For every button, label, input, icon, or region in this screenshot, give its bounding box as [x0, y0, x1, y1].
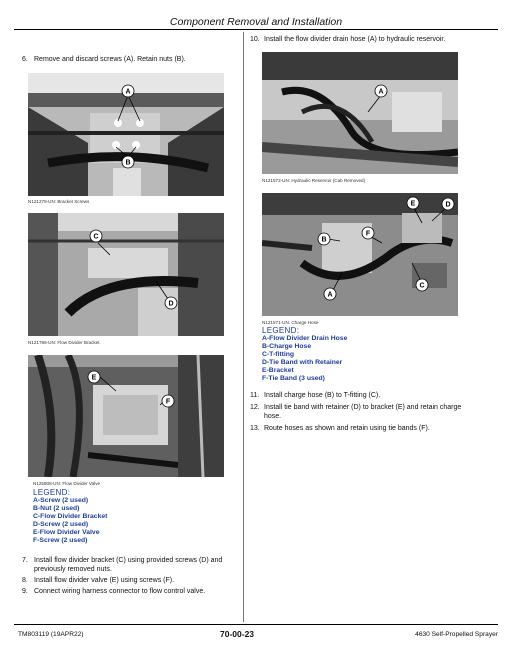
legend-item: F-Tie Band (3 used) — [262, 375, 325, 382]
steps-11-13 — [250, 391, 472, 433]
callout-label: E — [410, 200, 416, 208]
legend-item: E-Bracket — [262, 367, 294, 374]
step-text: Route hoses as shown and retain using tie bands (F). — [264, 425, 430, 432]
footer-doc-id: TM803119 (19APR22) — [18, 631, 84, 638]
callout-label: B — [125, 159, 131, 167]
steps-7-9 — [22, 556, 238, 596]
page-header — [14, 12, 498, 30]
page-footer — [14, 624, 498, 646]
step-6 — [22, 55, 238, 64]
photo-hydraulic-reservoir — [262, 52, 458, 174]
callout-label: D — [445, 201, 451, 209]
legend-item: B-Charge Hose — [262, 343, 312, 350]
legend-item: C-T-fitting — [262, 351, 295, 358]
callout-label: A — [125, 88, 131, 96]
photo-flow-divider-bracket-drawing — [28, 213, 224, 336]
step-number: 9. — [22, 588, 28, 595]
legend-right — [262, 326, 347, 383]
step-text: Install tie band with retainer (D) to bracket (E) and retain charge hose. — [264, 404, 462, 420]
page-title: Component Removal and Installation — [169, 16, 343, 28]
photo-flow-divider-valve — [28, 355, 224, 477]
step-text: Install charge hose (B) to T-fitting (C). — [264, 392, 381, 399]
step-text: Remove and discard screws (A). Retain nuts (B). — [34, 56, 186, 63]
photo-charge-hose-drawing — [262, 193, 458, 316]
legend-item: C-Flow Divider Bracket — [33, 513, 108, 520]
photo-flow-divider-bracket — [28, 213, 224, 336]
legend-item: A-Screw (2 used) — [33, 497, 89, 504]
step-number: 10. — [250, 36, 260, 43]
photo-charge-hose — [262, 193, 458, 316]
callout-label: C — [93, 233, 99, 241]
callout-label: A — [327, 291, 333, 299]
step-text: Install the flow divider drain hose (A) to hydraulic reservoir. — [264, 36, 446, 43]
step-text: Install flow divider bracket (C) using provided screws (D) and previously removed nuts. — [34, 557, 223, 573]
footer-product: 4630 Self-Propelled Sprayer — [415, 631, 498, 638]
callout-label: A — [378, 88, 384, 96]
caption-img4: N121572-UN: Hydraulic Reservoir (Cab Removed) — [262, 178, 366, 183]
legend-item: A-Flow Divider Drain Hose — [262, 335, 348, 342]
legend-item: E-Flow Divider Valve — [33, 529, 100, 536]
footer-page-number: 70-00-23 — [220, 629, 255, 639]
step-10 — [250, 35, 472, 44]
legend-item: D-Screw (2 used) — [33, 521, 89, 528]
legend-item: B-Nut (2 used) — [33, 505, 80, 512]
legend-heading: LEGEND: — [262, 326, 300, 335]
caption-img1: N121278-UN: Bracket Screws — [28, 199, 90, 204]
callout-label: F — [165, 398, 171, 406]
callout-label: D — [168, 300, 174, 308]
photo-bracket-screws-drawing — [28, 73, 224, 196]
caption-img5: N121571-UN: Charge Hose — [262, 320, 319, 325]
caption-img3: N125808-UN: Flow Divider Valve — [33, 481, 101, 486]
callout-label: C — [419, 282, 425, 290]
caption-img2: N121786-UN: Flow Divider Bracket — [28, 340, 100, 345]
step-text: Install flow divider valve (E) using screws (F). — [34, 577, 175, 584]
step-number: 7. — [22, 557, 28, 564]
legend-item: D-Tie Band with Retainer — [262, 359, 343, 366]
photo-bracket-screws — [28, 73, 224, 196]
callout-label: F — [365, 230, 371, 238]
step-number: 13. — [250, 425, 260, 432]
step-number: 11. — [250, 392, 260, 399]
step-number: 12. — [250, 404, 260, 411]
step-number: 8. — [22, 577, 28, 584]
legend-left — [33, 488, 107, 545]
column-divider — [243, 32, 244, 622]
step-number: 6. — [22, 56, 28, 63]
photo-hydraulic-reservoir-drawing — [262, 52, 458, 174]
photo-flow-divider-valve-drawing — [28, 355, 224, 477]
legend-item: F-Screw (2 used) — [33, 537, 88, 544]
callout-label: E — [91, 374, 97, 382]
callout-label: B — [321, 236, 327, 244]
step-text: Connect wiring harness connector to flow control valve. — [34, 588, 206, 595]
legend-heading: LEGEND: — [33, 488, 71, 497]
